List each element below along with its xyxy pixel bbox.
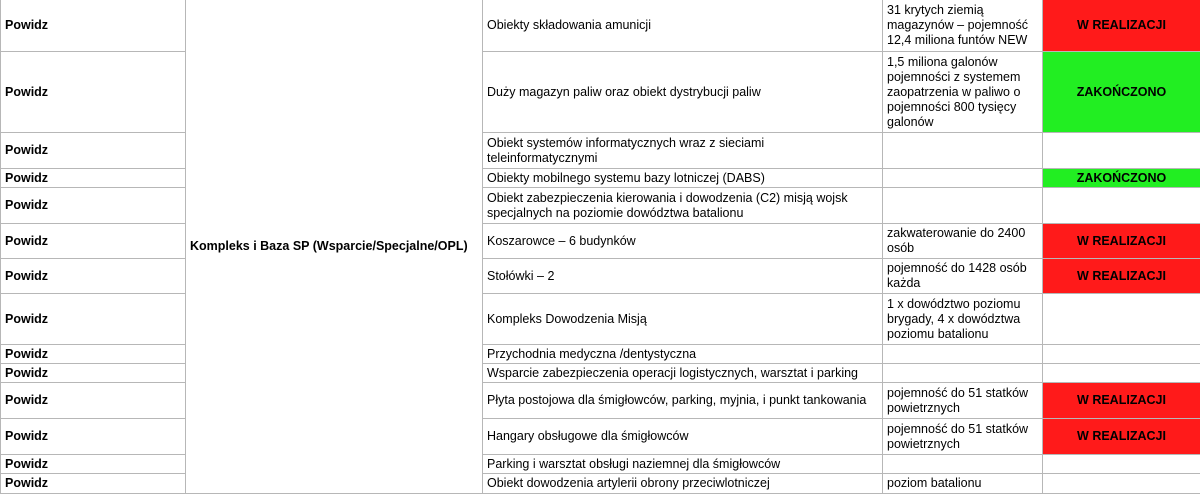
location-cell[interactable]: Powidz	[1, 133, 186, 169]
table-row	[1, 224, 1200, 259]
status-cell[interactable]	[1043, 133, 1200, 169]
table-row	[1, 364, 1200, 383]
details-cell[interactable]: pojemność do 51 statków powietrznych	[883, 419, 1043, 455]
status-cell[interactable]	[1043, 188, 1200, 224]
object-cell[interactable]: Obiekt dowodzenia artylerii obrony przeciwlotniczej	[483, 474, 883, 494]
table-row	[1, 188, 1200, 224]
location-cell[interactable]: Powidz	[1, 419, 186, 455]
details-cell[interactable]	[883, 345, 1043, 364]
table-row	[1, 474, 1200, 494]
status-cell[interactable]: ZAKOŃCZONO	[1043, 52, 1200, 133]
location-cell[interactable]: Powidz	[1, 474, 186, 494]
details-cell[interactable]	[883, 455, 1043, 474]
table-row	[1, 294, 1200, 345]
details-cell[interactable]	[883, 364, 1043, 383]
location-cell[interactable]: Powidz	[1, 188, 186, 224]
status-cell[interactable]: W REALIZACJI	[1043, 383, 1200, 419]
details-cell[interactable]	[883, 188, 1043, 224]
location-cell[interactable]: Powidz	[1, 52, 186, 133]
table-row	[1, 455, 1200, 474]
location-cell[interactable]: Powidz	[1, 169, 186, 188]
table-row	[1, 383, 1200, 419]
object-cell[interactable]: Wsparcie zabezpieczenia operacji logistycznych, warsztat i parking	[483, 364, 883, 383]
status-cell[interactable]	[1043, 474, 1200, 494]
table-row	[1, 169, 1200, 188]
object-cell[interactable]: Obiekt systemów informatycznych wraz z sieciami teleinformatycznymi	[483, 133, 883, 169]
table-row	[1, 259, 1200, 294]
details-cell[interactable]	[883, 133, 1043, 169]
object-cell[interactable]: Przychodnia medyczna /dentystyczna	[483, 345, 883, 364]
object-cell[interactable]: Parking i warsztat obsługi naziemnej dla śmigłowców	[483, 455, 883, 474]
status-cell[interactable]	[1043, 294, 1200, 345]
object-cell[interactable]: Stołówki – 2	[483, 259, 883, 294]
status-cell[interactable]	[1043, 364, 1200, 383]
location-cell[interactable]: Powidz	[1, 259, 186, 294]
table-row	[1, 419, 1200, 455]
object-cell[interactable]: Kompleks Dowodzenia Misją	[483, 294, 883, 345]
object-cell[interactable]: Obiekt zabezpieczenia kierowania i dowodzenia (C2) misją wojsk specjalnych na poziomie dowództwa batalionu	[483, 188, 883, 224]
status-cell[interactable]: W REALIZACJI	[1043, 259, 1200, 294]
status-cell[interactable]: W REALIZACJI	[1043, 419, 1200, 455]
object-cell[interactable]: Duży magazyn paliw oraz obiekt dystrybucji paliw	[483, 52, 883, 133]
table-row	[1, 345, 1200, 364]
location-cell[interactable]: Powidz	[1, 455, 186, 474]
location-cell[interactable]: Powidz	[1, 364, 186, 383]
object-cell[interactable]: Hangary obsługowe dla śmigłowców	[483, 419, 883, 455]
table-row	[1, 0, 1200, 52]
object-cell[interactable]: Obiekty mobilnego systemu bazy lotniczej (DABS)	[483, 169, 883, 188]
details-cell[interactable]	[883, 169, 1043, 188]
details-cell[interactable]: poziom batalionu	[883, 474, 1043, 494]
table-row	[1, 133, 1200, 169]
details-cell[interactable]: zakwaterowanie do 2400 osób	[883, 224, 1043, 259]
details-cell[interactable]: 1 x dowództwo poziomu brygady, 4 x dowództwa poziomu batalionu	[883, 294, 1043, 345]
status-cell[interactable]: W REALIZACJI	[1043, 0, 1200, 52]
location-cell[interactable]: Powidz	[1, 383, 186, 419]
location-cell[interactable]: Powidz	[1, 0, 186, 52]
table-row	[1, 52, 1200, 133]
location-cell[interactable]: Powidz	[1, 345, 186, 364]
object-cell[interactable]: Obiekty składowania amunicji	[483, 0, 883, 52]
object-cell[interactable]: Koszarowce – 6 budynków	[483, 224, 883, 259]
status-cell[interactable]: W REALIZACJI	[1043, 224, 1200, 259]
status-cell[interactable]	[1043, 455, 1200, 474]
complex-name-cell[interactable]: Kompleks i Baza SP (Wsparcie/Specjalne/OPL)	[186, 0, 483, 494]
details-cell[interactable]: pojemność do 1428 osób każda	[883, 259, 1043, 294]
status-cell[interactable]: ZAKOŃCZONO	[1043, 169, 1200, 188]
details-cell[interactable]: pojemność do 51 statków powietrznych	[883, 383, 1043, 419]
details-cell[interactable]: 1,5 miliona galonów pojemności z systemem zaopatrzenia w paliwo o pojemności 800 tysięcy galonów	[883, 52, 1043, 133]
details-cell[interactable]: 31 krytych ziemią magazynów – pojemność 12,4 miliona funtów NEW	[883, 0, 1043, 52]
location-cell[interactable]: Powidz	[1, 294, 186, 345]
object-cell[interactable]: Płyta postojowa dla śmigłowców, parking, myjnia, i punkt tankowania	[483, 383, 883, 419]
status-cell[interactable]	[1043, 345, 1200, 364]
location-cell[interactable]: Powidz	[1, 224, 186, 259]
